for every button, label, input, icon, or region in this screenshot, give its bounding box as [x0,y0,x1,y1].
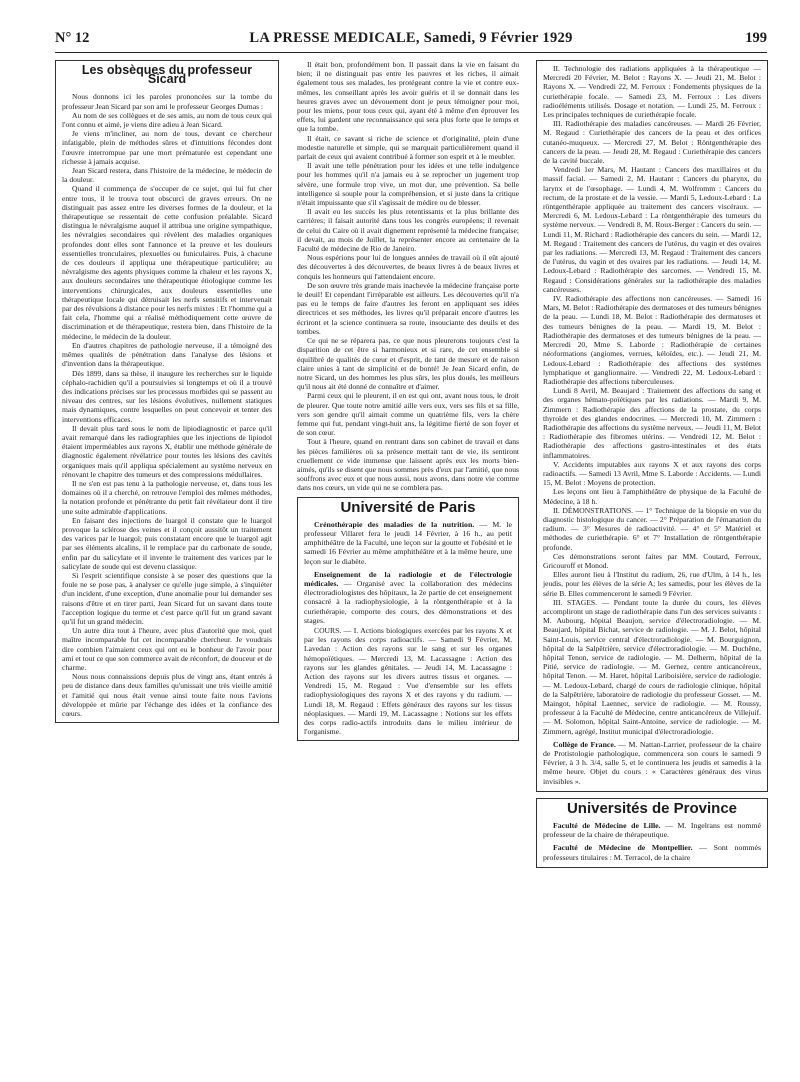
crenotherapie-heading: Crénothérapie des maladies de la nutrition. [314,519,475,529]
cours-accidents: V. Accidents imputables aux rayons X et aux rayons des corps radioactifs. — Samedi 13 Avril, Mme S. Laborde : Accidents. — Lundi 15, M. Belot : Moyens de protection. [543,459,761,488]
obseques-para: Il devait plus tard sous le nom de lipiodiagnostic et parce qu'il avait remarqué dans les radiographies que les injections de lipiodol étaient imperméables aux rayons X, établir une méthode générale de diagnostic également révélatrice pour toutes les lésions des cavités organiques mais qu'il appliqua spécialement au système nerveux en rénovant le chapitre des tumeurs et des compressions médullaires. [62,423,272,479]
demonstrations-staff: Ces démonstrations seront faites par MM. Coutard, Ferroux, Gricouroff et Monod. [543,551,761,570]
cours-non-cancereuses: IV. Radiothérapie des affections non cancéreuses. — Samedi 16 Mars, M. Belot : Radiothérapie des dermatoses et des tumeurs bénignes de la peau. — Lundi 18, M. Belot : Radiothérapie des dermatoses et des tumeurs bénignes de la peau. — Mardi 19, M. Belot : Radiothérapie des dermatoses et des tumeurs bénignes de la peau. — Mercredi 20, Mme S. Laborde : Radiothérapie de certaines néoformations (angiomes, verrues, kéloïdes, etc.). — Jeudi 21, M. Ledoux-Lebard : Radiothérapie des affections des systèmes lymphatique et ganglionnaire. — Vendredi 22, M. Ledoux-Lebard : Radiothérapie des affections tuberculeuses. [543,294,761,386]
enseignement-text: — Organisé avec la collaboration des médecins électroradiologistes des hôpitaux, la 2e partie de cet enseignement consacré à la radiophysiologie, à la röntgenthérapie et à la curiethérapie, comporte des cours, des démonstrations et des stages. [304,578,512,625]
lille-text: — M. Ingelrans est nommé professeur de la chaire de thérapeutique. [543,821,761,840]
obseques-para: Jean Sicard restera, dans l'histoire de la médecine, le médecin de la douleur. [62,166,272,185]
crenotherapie-text: — M. le professeur Villaret fera le jeudi 14 Février, à 16 h., au petit amphithéâtre de la Faculté, une leçon sur la goutte et l'obésité et le samedi 16 Février au même amphithéâtre et à la même heure, une leçon sur le diabète. [304,519,513,566]
column-2 [297,60,519,1055]
obseques-para: Parmi ceux qui le pleurent, il en est qui ont, avant nous tous, le droit de pleurer. Que toute notre amitié aille vers eux, vers ses fils et sa fille, vers son gendre qu'il aimait comme un quatrième fils, vers la chère femme qui fut, pendant vingt-huit ans, la légitime fierté de son foyer et de son cœur. [297,391,519,438]
page-number: 199 [745,30,767,46]
obseques-para: Nous espérions pour lui de longues années de travail où il eût ajouté des découvertes à des découvertes, de beaux livres à de beaux livres et conquis les honneurs qui l'attendaient encore. [297,253,519,281]
cours-technologie: II. Technologie des radiations appliquées à la thérapeutique — Mercredi 20 Février, M. Belot : Rayons X. — Jeudi 21, M. Belot : Rayons X. — Vendredi 22, M. Ferroux : Fondements physiques de la curiethérapie focale. — Samedi 23, M. Ferroux : Les divers radioéléments utilisés. Dosage et notation. — Lundi 25, M. Ferroux : Les principales techniques de curiethérapie focale. [543,64,761,120]
demonstrations: II. DÉMONSTRATIONS. — 1° Technique de la biopsie en vue du diagnostic histologique du cancer. — 2° Préparation de l'émanation du radium. — 3° Mesures de radioactivité. — 4° et 5° Matériel et méthodes de curiethérapie. 6° et 7° Installation de röntgenthérapie profonde. [543,505,761,552]
crenotherapie-notice [304,520,512,566]
column-3 [536,60,768,1055]
obseques-para: Un autre dira tout à l'heure, avec plus d'autorité que moi, quel maître incomparable fut cet incomparable chercheur. Je voudrais dire combien l'aimaient ceux qui ont eu le bonheur de l'avoir pour ami et tout ce que son commerce avait de réconfort, de douceur et de charme. [62,626,272,672]
obseques-para: Quand il commença de s'occuper de ce sujet, qui lui fut cher entre tous, il le trouva tout obscurci de graves erreurs. On ne distinguait pas assez entre les diverses formes de la douleur, et la thérapeutique se ressentait de cette confusion préalable. Sicard distingua le névralgisme auquel il attribua une origine sympathique, les névralgies secondaires qui révèlent des maladies organiques profondes dont elles sont l'annonce et la preuve et les douleurs essentielles tronculaires, plexuelles ou funiculaires. Puis, à chacune de ces douleurs il appliqua une thérapeutique particulière; au névralgisme des agents physiques comme la chaleur et les rayons X, aux douleurs secondaires une thérapeutique étiologique comme les interventions chirurgicales, aux douleurs essentielles une thérapeutique locale qui détruisait les nerfs sensitifs et intervenait par des révulsions à distance pour les nerfs mixtes : Et l'homme qui a fait cela, l'homme qui a réalisé méthodiquement cette œuvre de discrimination et de thérapeutique, restera bien, dans l'histoire de la médecine, le médecin de la douleur. [62,184,272,341]
cours-paragraph: COURS. — I. Actions biologiques exercées par les rayons X et par les rayons des corps radioactifs. — Samedi 9 Février, M. Lavedan : Action des rayons sur le sang et sur les organes hémopoïétiques. — Mercredi 13, M. Lacassagne : Action des rayons sur les glandes génitales. — Jeudi 14, M. Lacassagne : Action des rayons sur les divers autres tissus et organes. — Vendredi 15, M. Regaud : Vue d'ensemble sur les effets radiophysiologiques des rayons X et des rayons γ du radium. — Lundi 18, M. Regaud : Effets généraux des rayons sur les tissus néoplasiques. — Mardi 19, M. Lacassagne : Notions sur les effets des corps radio-actifs introduits dans le milieu intérieur de l'organisme. [304,625,512,737]
college-heading: Collège de France. [553,739,616,749]
obseques-article [55,60,279,723]
enseignement-heading: Enseignement de la radiologie et de l'électrologie médicales. [304,569,512,588]
obseques-para: Je viens m'incliner, au nom de tous, devant ce chercheur infatigable, plein de méthodes sûres et d'intuitions fécondes dont l'œuvre interrompue par une mort prématurée est cependant une richesse à jamais acquise. [62,129,272,166]
province-section [536,798,768,868]
enseignement-notice [304,570,512,625]
obseques-para: Ce qui ne se réparera pas, ce que nous pleurerons toujours c'est la disparition de cet être si harmonieux et si rare, de cet ensemble si équilibré de qualités de cœur et d'esprit, de tant de mesure et de raison claire unies à tant de simplicité et de bonté! Je Jean Sicard enfin, de notre Sicard, un des hommes les plus sûrs, les plus doués, les meilleurs qu'il nous ait été donné de connaître et d'aimer. [297,336,519,392]
obseques-para: Si l'esprit scientifique consiste à se poser des questions que la foule ne se pose pas, à analyser ce qu'elle juge simple, à s'inquiéter d'un incident, d'une exception, d'une anomalie pour lui demander ses raisons d'être et en tirer parti, Jean Sicard fut un savant dans toute l'acception logique du terme et c'est parce qu'il fut un grand savant qu'il fut un grand médecin. [62,570,272,626]
cours-non-cancereuses-cont: Lundi 8 Avril, M. Beaujard : Traitement des affections du sang et des organes hémato-poïétiques par les radiations. — Mardi 9, M. Zimmern : Radiothérapie des affections de la prostate, du corps thyroïde et des glandes endocrines. — Mercredi 10, M. Zimmern : Radiothérapie des affections du système nerveux. — Jeudi 11, M. Belot : Radiothérapie des fibromes utérins. — Vendredi 12, M. Belot : Radiothérapie des affections gastro-intestinales et des états inflammatoires. [543,386,761,460]
obseques-para: Il était, ce savant si riche de science et d'originalité, plein d'une modestie naturelle et simple, qui se marquait particulièrement quand il parlait de ceux qui avaient contribué à former son esprit et à le meubler. [297,133,519,162]
paris-title: Université de Paris [340,498,476,516]
obseques-para: Il avait eu les succès les plus retentissants et la plus brillante des carrières; il faisait autorité dans tous les congrès européens; il revenait de celui du Caire où il avait dignement représenté la médecine française; il devait, au mois de Juillet, la représenter encore au centenaire de la Faculté de médecine de Rio de Janeiro. [297,207,519,254]
issue-number: N° 12 [55,30,90,46]
cours-lieu: Les leçons ont lieu à l'amphithéâtre de physique de la Faculté de Médecine, à 18 h. [543,487,761,506]
obseques-intro: Nous donnons ici les paroles prononcées sur la tombe du professeur Jean Sicard par son ami le professeur Georges Dumas : [62,92,272,111]
college-text: — M. Nattan-Larrier, professeur de la chaire de Protistologie pathologique, commencera son cours le samedi 9 Février, à 3 h. 3/4, salle 5, et le continuera les jeudis et samedis à la même heure. Objet du cours : « Caractères généraux des virus invisibles ». [543,739,761,786]
lille-heading: Faculté de Médecine de Lille. [553,821,661,831]
montpellier-text: — Sont nommés professeurs titulaires : M. Terracol, de la chaire [543,843,761,862]
college-notice [543,740,761,786]
cours-radiotherapie-cancer: III. Radiothérapie des maladies cancéreuses. — Mardi 26 Février, M. Regaud : Curiethérapie des cancers de la peau et des orifices cutanéo-muqueux. — Mercredi 27, M. Belot : Röntgenthérapie des cancers de la peau. — Jeudi 28, M. Regaud : Curiethérapie des cancers de la cavité buccale. [543,119,761,166]
column-1 [55,60,279,1055]
obseques-para: De son œuvre très grande mais inachevée la médecine française porte le deuil! Et cependant l'irréparable est ailleurs. Les découvertes qu'il n'a pas eu le temps de faire d'autres les feront en appliquant ses idées directrices et ses méthodes, les livres qu'il préparait encore d'autres les écriront et la science continuera sa route, insouciante des deuils et des tombes. [297,280,519,336]
paris-section [297,497,519,742]
cours-radiotherapie-cancer-cont: Vendredi 1er Mars, M. Hautant : Cancers des maxillaires et du massif facial. — Samedi 2, M. Hautant : Cancers du pharynx, du larynx et de l'œsophage. — Lundi 4, M. Wolfromm : Cancers du rectum, de la prostate et de la vessie. — Mardi 5, Ledoux-Lebard : La röntgenthérapie appliquée au traitement des cancers viscéraux. — Mercredi 6, M. Ledoux-Lebard : La röntgenthérapie des tumeurs du système nerveux. — Vendredi 8, M. Roux-Berger : Cancers du sein. — Lundi 11, M. Richard : Radiothérapie des cancers du sein. — Mardi 12, M. Regaud : Traitement des cancers de l'utérus, du vagin et des ovaires par les radiations. — Mercredi 13, M. Regaud : Traitement des cancers de l'utérus, du vagin et des ovaires par les radiations. — Jeudi 14, M. Ledoux-Lebard : Radiothérapie des sarcomes. — Vendredi 15, M. Regaud : Considérations générales sur la radiothérapie des maladies cancéreuses. [543,165,761,294]
masthead [55,30,767,50]
montpellier-notice [543,843,761,861]
obseques-para: En faisant des injections de luargol il constate que le luargol provoque la sclérose des veines et il conçoit aussitôt un traitement des varices par le luargol; puis constatant encore que le luargol agit par ses éléments alcalins, il le remplace par du carbonate de soude, enfin par du salicylate et il invente le traitement des varices par le salicylate de soude qui est devenu classique. [62,515,272,571]
obseques-para: Il ne s'en est pas tenu à la pathologie nerveuse, et, dans tous les domaines où il a cherché, on retrouve l'emploi des mêmes méthodes, la notation profonde et pénétrante du petit fait révélateur dont il tire une suite admirable d'applications. [62,478,272,516]
lille-notice [543,821,761,839]
paris-continued [536,60,768,792]
journal-title: LA PRESSE MEDICALE, Samedi, 9 Février 1929 [249,30,573,46]
obseques-para: Il était bon, profondément bon. Il passait dans la vie en faisant du bien; il ne distinguait pas entre les pauvres et les riches, il aimait également tous ses malades, les protégeant contre la vie et contre eux-mêmes, les conseillant après les avoir guéris et il se donnait dans les heures graves avec un dévouement dont je peux témoigner pour moi, pour les miens, pour tous ceux qui, ayant été à même d'en éprouver les effets, lui gardent une reconnaissance qui sera plus forte que le temps et que la tombe. [297,60,519,134]
obseques-title: Les obsèques du professeur Sicard [81,63,253,87]
obseques-para: Tout à l'heure, quand en rentrant dans son cabinet de travail et dans les pièces familières où sa présence mettait tant de vie, ils sentiront cruellement ce vide immense que laissent après eux les morts bien-aimés, qu'ils se disent que nous sommes près d'eux par l'amitié, que nous souffrons avec eux et que nous aussi, nous avons, dans notre vie comme dans nos cœurs, un vide qui ne se comblera pas. [297,437,519,493]
obseques-para: Au nom de ses collègues et de ses amis, au nom de tous ceux qui l'ont connu et aimé, je viens dire adieu à Jean Sicard. [62,110,272,130]
province-title: Universités de Province [566,799,738,817]
stages: III. STAGES. — Pendant toute la durée du cours, les élèves accompliront un stage de radiothérapie dans l'un des services suivants : M. Aubourg, hôpital Beaujon, service d'électroradiologie. — M. Beaujard, hôpital Bichat, service de radiologie. — M. J. Belot, hôpital Saint-Louis, service central d'électroradiologie. — M. Bourguignon, hôpital de la Salpêtrière, service d'électroradiologie. — M. Duchêne, hôpital Tenon, service de radiologie. — M. Delherm, hôpital de la Pitié, service de radiologie. — M. Gernez, centre anticancéreux, hôpital Tenon. — M. Haret, hôpital Lariboisière, service de radiologie. — M. Ledoux-Lebard, chargé de cours de radiologie clinique, hôpital de la Salpêtrière, laboratoire de radiologie du professeur Gosset. — M. Maingot, hôpital Laennec, service de radiologie. — M. Roussy, professeur à la Faculté de Médecine, centre anticancéreux de Villejuif. — M. Solomon, hôpital Saint-Antoine, service de radiologie. — M. Zimmern, agrégé, Institut municipal d'électroradiologie. [543,597,761,736]
obseques-para: Nous nous connaissions depuis plus de vingt ans, étant entrés à peu de distance dans deux familles qu'unissait une très vieille amitié et l'amitié qui nous était venue ainsi toute faite nous l'avions développée et mûrie par l'échange des idées et la confiance des cœurs. [62,672,272,719]
obseques-para: En d'autres chapitres de pathologie nerveuse, il a témoigné des mêmes qualités de pénétration dans l'analyse des lésions et d'invention dans la thérapeutique. [62,340,272,369]
header-rule [55,52,767,53]
obseques-para: Il avait une telle pénétration pour les idées et une telle indulgence pour les hommes qu'il n'a jamais eu à se reprocher un jugement trop sévère, une formule trop vive, un mot dur, une prévention. Sa belle intelligence si souple pour la compréhension, et si juste dans la critique n'était impuissante que s'il s'agissait de médire ou de blesser. [297,161,519,208]
obseques-continued [297,60,519,493]
obseques-para: Dès 1899, dans sa thèse, il inaugure les recherches sur le liquide céphalo-rachidien qu'il a poursuivies si longtemps et où il a trouvé des indications précises sur les processus morbides qui se passent au niveau des centres, sur les lésions évolutives, nullement statiques mais dynamiques, contre lesquelles on peut concevoir et tenter des interventions efficaces. [62,368,272,424]
demonstrations-lieu: Elles auront lieu à l'Institut du radium, 26, rue d'Ulm, à 14 h., les jeudis, pour les élèves de la série A; les samedis, pour les élèves de la série B. Elles commenceront le samedi 9 Février. [543,570,761,598]
montpellier-heading: Faculté de Médecine de Montpellier. [553,843,693,853]
